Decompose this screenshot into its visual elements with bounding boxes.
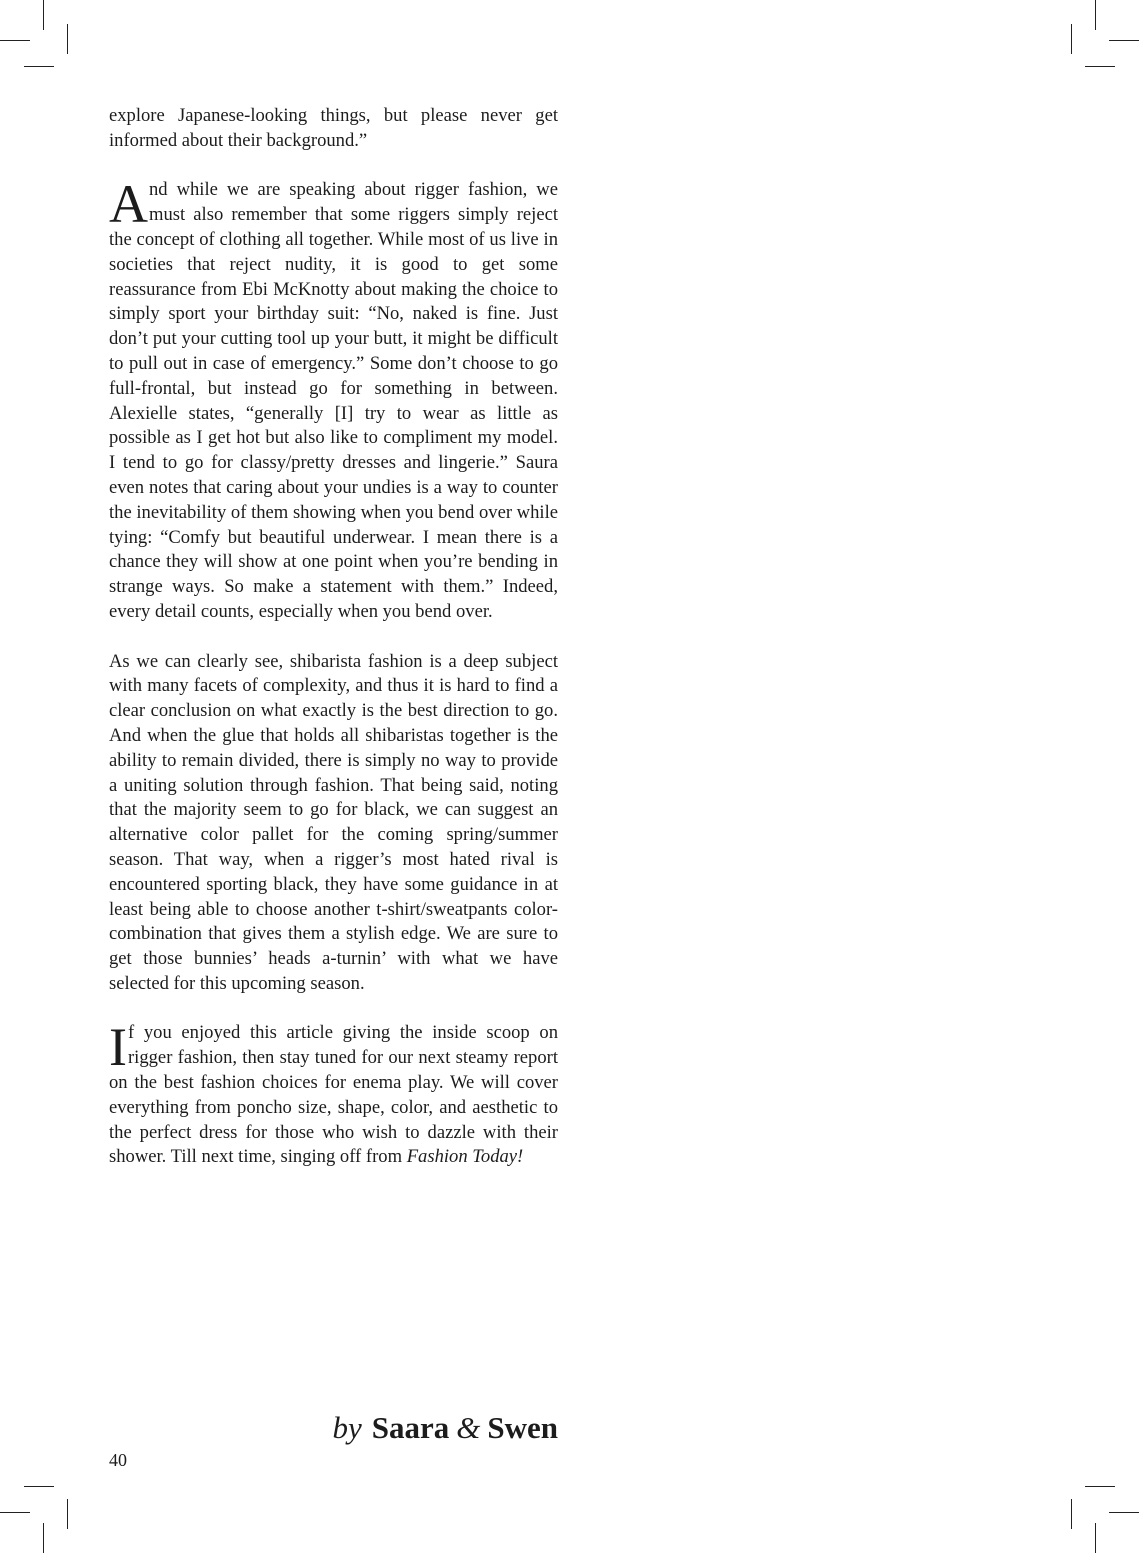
publication-title: Fashion Today! <box>406 1146 524 1168</box>
drop-cap: A <box>109 174 148 235</box>
crop-mark <box>0 40 30 41</box>
crop-mark <box>1071 24 1072 54</box>
article-paragraph <box>109 1017 558 1170</box>
crop-mark <box>43 0 44 30</box>
crop-mark <box>67 24 68 54</box>
article-paragraph <box>109 104 558 154</box>
author-name: Swen <box>487 1410 558 1445</box>
crop-mark <box>24 1486 54 1487</box>
crop-mark <box>1109 40 1139 41</box>
article-column <box>109 104 558 1170</box>
byline-by: by <box>332 1410 362 1445</box>
article-paragraph <box>109 650 558 997</box>
paragraph-text: f you enjoyed this article giving the inside scoop on rigger fashion, then stay tuned for our next steamy report on the best fashion choices for enema play. We will cover everything from poncho size, shape, color, and aesthetic to the perfect dress for those who wish to dazzle with their shower. Till next time, singing off from <box>109 1022 558 1168</box>
crop-mark <box>67 1499 68 1529</box>
crop-mark <box>1109 1512 1139 1513</box>
drop-cap: I <box>109 1017 127 1078</box>
author-name: Saara <box>371 1410 450 1445</box>
article-paragraph <box>109 174 558 624</box>
crop-mark <box>0 1512 30 1513</box>
crop-mark <box>24 66 54 67</box>
paragraph-text: As we can clearly see, shibarista fashion is a deep subject with many facets of complexity, and thus it is hard to find a clear conclusion on what exactly is the best direction to go. And when the glue that holds all shibaristas together is the ability to remain divided, there is simply no way to provide a uniting solution through fashion. That being said, noting that the majority seem to go for black, we can suggest an alternative color pallet for the coming spring/summer season. That way, when a rigger’s most hated rival is encountered sporting black, they have some guidance in at least being able to choose another t-shirt/sweatpants color-combination that gives them a stylish edge. We are sure to get those bunnies’ heads a-turnin’ with what we have selected for this upcoming season. <box>109 650 558 994</box>
crop-mark <box>1085 66 1115 67</box>
byline-ampersand: & <box>456 1410 481 1445</box>
paragraph-text: explore Japanese-looking things, but please never get informed about their background.” <box>109 105 558 151</box>
page-number: 40 <box>109 1450 127 1470</box>
crop-mark <box>1095 1523 1096 1553</box>
crop-mark <box>1071 1499 1072 1529</box>
crop-mark <box>43 1523 44 1553</box>
byline <box>332 1410 558 1446</box>
crop-mark <box>1085 1486 1115 1487</box>
crop-mark <box>1095 0 1096 30</box>
paragraph-text: nd while we are speaking about rigger fashion, we must also remember that some riggers simply reject the concept of clothing all together. While most of us live in societies that reject nudity, it is good to get some reassurance from Ebi McKnotty about making the choice to simply sport your birthday suit: “No, naked is fine. Just don’t put your cutting tool up your butt, it might be difficult to pull out in case of emergency.” Some don’t choose to go full-frontal, but instead go for something in between. Alexielle states, “generally [I] try to wear as little as possible as I get hot but also like to compliment my model. I tend to go for classy/pretty dresses and lingerie.” Saura even notes that caring about your undies is a way to counter the inevitability of them showing when you bend over while tying: “Comfy but beautiful underwear. I mean there is a chance they will show at one point when you’re bending in strange ways. So make a statement with them.” Indeed, every detail counts, especially when you bend over. <box>109 179 558 622</box>
